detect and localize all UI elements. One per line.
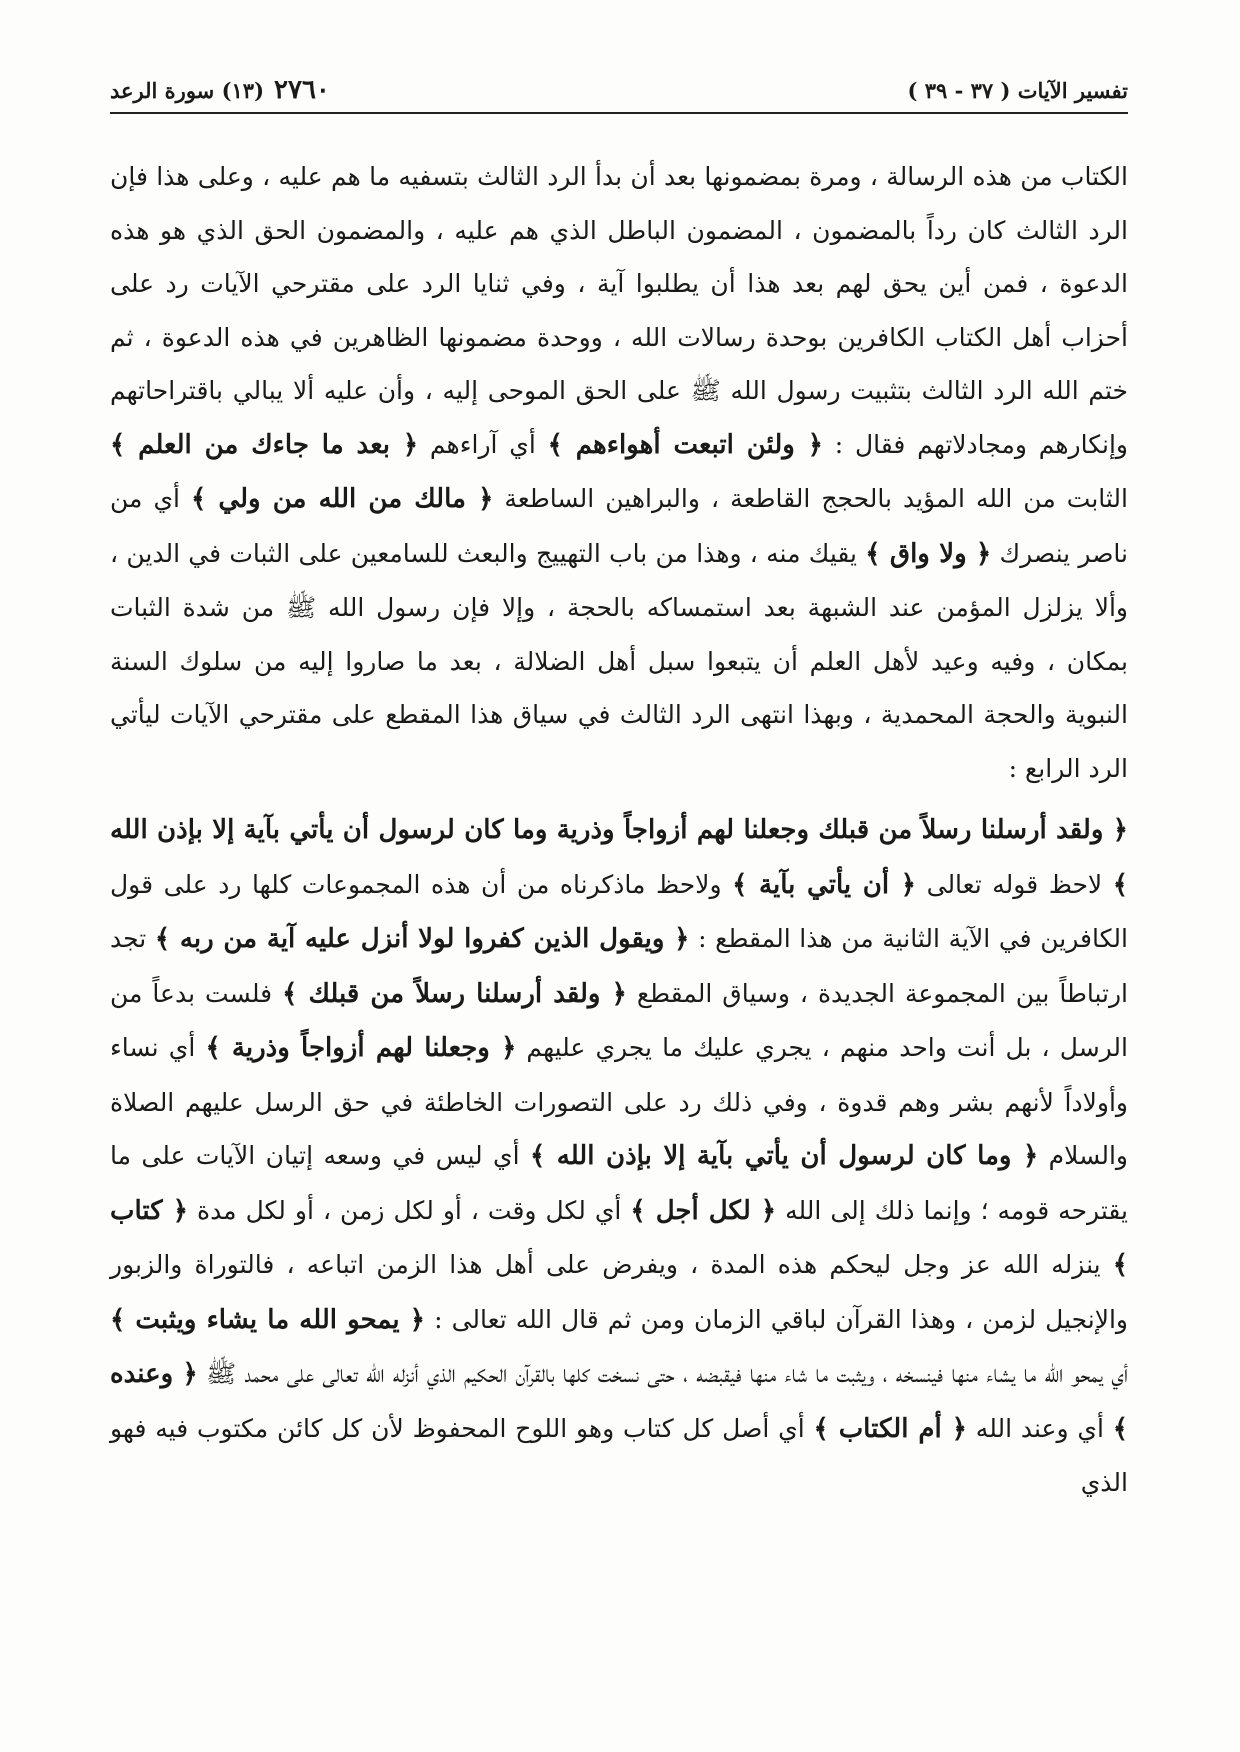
text-run: يقيك منه ، وهذا من باب التهييج والبعث للسامعين على الثبات في الدين ، وألا يزلزل المؤمن عند الشبهة بعد استمساكه بالحجة ، وإلا فإن رسول الله ﷺ من شدة الثبات بمكان ، وفيه وعيد لأهل العلم أن يتبعوا سبل أهل الضلالة ، بعد ما صاروا إليه من سلوك السنة النبوية والحجة المحمدية ، وبهذا انتهى الرد الثالث في سياق هذا المقطع على مقترحي الآيات ليأتي الرد الرابع : — [110, 538, 1128, 783]
page-body — [110, 150, 1128, 1712]
text-run: أي يمحو الله ما يشاء منها فينسخه ، ويثبت ما شاء منها فيقبضه ، حتى نسخت كلها بالقرآن الحكيم الذي أنزله الله تعالى على محمد ﷺ — [197, 1359, 1128, 1388]
quran-quote: ﴿ ولئن اتبعت أهواءهم ﴾ — [547, 429, 823, 460]
quran-quote: ﴿ ولقد أرسلنا رسلاً من قبلك وجعلنا لهم أزواجاً وذرية وما كان لرسول أن يأتي بآية إلا بإذن الله ﴾ — [110, 815, 1128, 900]
text-run: تجد ارتباطاً بين المجموعة الجديدة ، وسياق المقطع — [110, 924, 1128, 1008]
text-run: ولاحظ ماذكرناه من أن هذه المجموعات كلها رد على قول الكافرين في الآية الثانية من هذا المقطع : — [110, 869, 1128, 953]
header-divider — [110, 112, 1128, 114]
quran-quote: ﴿ كتاب ﴾ — [110, 1195, 1128, 1280]
text-run: الكتاب من هذه الرسالة ، ومرة بمضمونها بعد أن بدأ الرد الثالث بتسفيه ما هم عليه ، وعلى هذا فإن الرد الثالث كان رداً بالمضمون ، المضمون الباطل الذي هم عليه ، والمضمون الحق الذي هو هذه الدعوة ، فمن أين يحق لهم بعد هذا أن يطلبوا آية ، وفي ثنايا الرد على مقترحي الآيات رد على أحزاب أهل الكتاب الكافرين بوحدة رسالات الله ، ووحدة مضمونها الظاهرين في هذه الدعوة ، ثم ختم الله الرد الثالث بتثبيت رسول الله ﷺ على الحق الموحى إليه ، وأن عليه ألا يبالي باقتراحاتهم وإنكارهم ومجادلاتهم فقال : — [110, 162, 1128, 459]
quran-quote: ﴿ ولقد أرسلنا رسلاً من قبلك ﴾ — [282, 978, 627, 1009]
text-run: أي من ناصر ينصرك — [110, 484, 1128, 568]
quran-quote: ﴿ أم الكتاب ﴾ — [813, 1413, 967, 1444]
surah-title: (١٣) سورة الرعد — [110, 77, 265, 103]
quran-quote: ﴿ مالك من الله من ولي ﴾ — [191, 484, 494, 514]
running-header — [110, 70, 1128, 110]
quran-quote: ﴿ أن يأتي بآية ﴾ — [732, 869, 917, 900]
page-number: ٢٧٦٠ — [274, 75, 330, 105]
text-run: لاحظ قوله تعالى — [916, 869, 1113, 899]
quran-quote: ﴿ وجعلنا لهم أزواجاً وذرية ﴾ — [205, 1033, 517, 1063]
text-run: أي وعند الله — [966, 1413, 1113, 1443]
header-right — [110, 75, 330, 105]
text-run: أي آراءهم — [418, 429, 548, 459]
text-run: أي أصل كل كتاب وهو اللوح المحفوظ لأن كل كائن مكتوب فيه فهو الذي — [110, 1413, 1128, 1497]
paragraph — [110, 803, 1128, 1510]
quran-quote: ﴿ لكل أجل ﴾ — [630, 1195, 777, 1226]
quran-quote: ﴿ بعد ما جاءك من العلم ﴾ — [110, 429, 419, 460]
quran-quote: ﴿ ولا واق ﴾ — [865, 538, 992, 569]
text-run: أي لكل وقت ، أو لكل زمن ، أو لكل مدة — [187, 1195, 631, 1225]
paragraph — [110, 150, 1128, 795]
text-run: أي نساء وأولاداً لأنهم بشر وهم قدوة ، وفي ذلك رد على التصورات الخاطئة في حق الرسل عليهم الصلاة والسلام — [110, 1033, 1129, 1170]
text-run: ينزله الله عز وجل ليحكم هذه المدة ، ويفرض على أهل هذا الزمن اتباعه ، فالتوراة والزبور والإنجيل لزمن ، وهذا القرآن لباقي الزمان ومن ثم قال الله تعالى : — [110, 1250, 1128, 1334]
text-run: أي ليس في وسعه إتيان الآيات على ما يقترحه قومه ؛ وإنما ذلك إلى الله — [110, 1141, 1128, 1225]
quran-quote: ﴿ ويقول الذين كفروا لولا أنزل عليه آية من ربه ﴾ — [154, 924, 690, 954]
section-title: تفسير الآيات ( ٣٧ - ٣٩ ) — [907, 77, 1128, 103]
quran-quote: ﴿ يمحو الله ما يشاء ويثبت ﴾ — [110, 1304, 426, 1335]
text-run: الثابت من الله المؤيد بالحجج القاطعة ، والبراهين الساطعة — [493, 484, 1128, 513]
text-run: فلست بدعاً من الرسل ، بل أنت واحد منهم ، يجري عليك ما يجري عليهم — [110, 978, 1128, 1062]
quran-quote: ﴿ وما كان لرسول أن يأتي بآية إلا بإذن الله ﴾ — [530, 1141, 1039, 1171]
quran-quote: ﴿ وعنده ﴾ — [110, 1359, 1129, 1444]
